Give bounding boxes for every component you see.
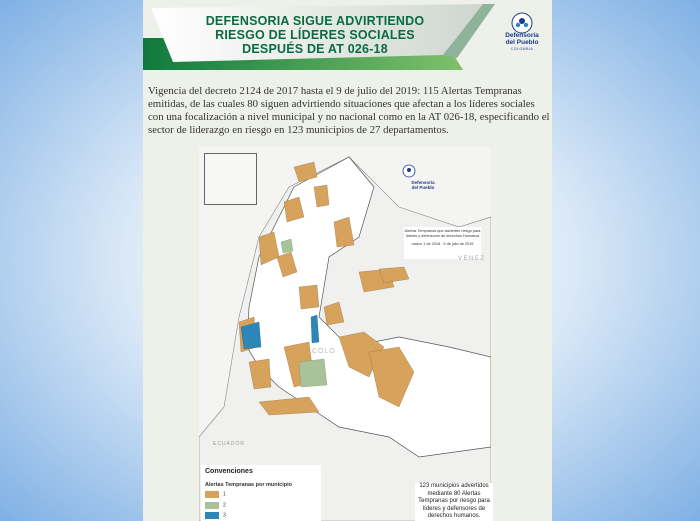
label-venezuela: VENEZ xyxy=(458,256,486,262)
map-legend-box xyxy=(404,227,481,259)
title-line-2: RIESGO DE LÍDERES SOCIALES xyxy=(215,28,415,42)
convention-label-2: 2 xyxy=(223,502,226,509)
summary-note: 123 municipios advertidos mediante 80 Alertas Tempranas por riesgo para líderes y defensores de derechos humanos. xyxy=(415,483,493,521)
logo-country: COLOMBIA xyxy=(510,47,534,51)
convention-item-3 xyxy=(205,512,226,519)
convention-item-1 xyxy=(205,491,226,498)
islands-inset-map xyxy=(204,153,257,205)
logo-name-line-2: del Pueblo xyxy=(505,39,539,46)
convention-label-3: 3 xyxy=(223,512,226,519)
convention-label-1: 1 xyxy=(223,491,226,498)
map-logo-line-2: del Pueblo xyxy=(411,185,435,190)
swatch-1 xyxy=(205,491,219,498)
title-line-1: DEFENSORIA SIGUE ADVIRTIENDO xyxy=(205,14,425,28)
label-colombia: COLO xyxy=(312,348,336,355)
swatch-2 xyxy=(205,502,219,509)
conventions-subtitle: Alertas Tempranas por municipio xyxy=(205,482,293,488)
convention-item-2 xyxy=(205,502,226,509)
conventions-title: Convenciones xyxy=(205,468,253,475)
page-title xyxy=(190,14,440,56)
map-logo-icon xyxy=(402,164,416,178)
map-logo-text xyxy=(406,180,440,190)
map-legend-title: Alertas Tempranas que advierten riesgo para líderes y defensores de derechos Humanos xyxy=(404,229,481,238)
map-logo-line-1: Defensoría xyxy=(411,180,435,185)
intro-paragraph: Vigencia del decreto 2124 de 2017 hasta el 9 de julio del 2019: 115 Alertas Tempranas emitidas, de las cuales 80 siguen advirtiendo situaciones que afectan a los líderes sociales con una focalización a nivel municipal y no nacional como en la AT 026-18, especificando el sector de liderazgo en riesgo en 123 municipios de 27 departamentos. xyxy=(148,85,550,136)
logo-name xyxy=(497,32,547,46)
title-line-3: DESPUÉS DE AT 026-18 xyxy=(242,42,388,56)
map-legend-period: marzo 1 de 2018 - 9 de julio de 2019 xyxy=(411,242,474,246)
label-ecuador: ECUADOR xyxy=(213,441,246,447)
swatch-3 xyxy=(205,512,219,519)
logo-name-line-1: Defensoría xyxy=(505,32,539,39)
